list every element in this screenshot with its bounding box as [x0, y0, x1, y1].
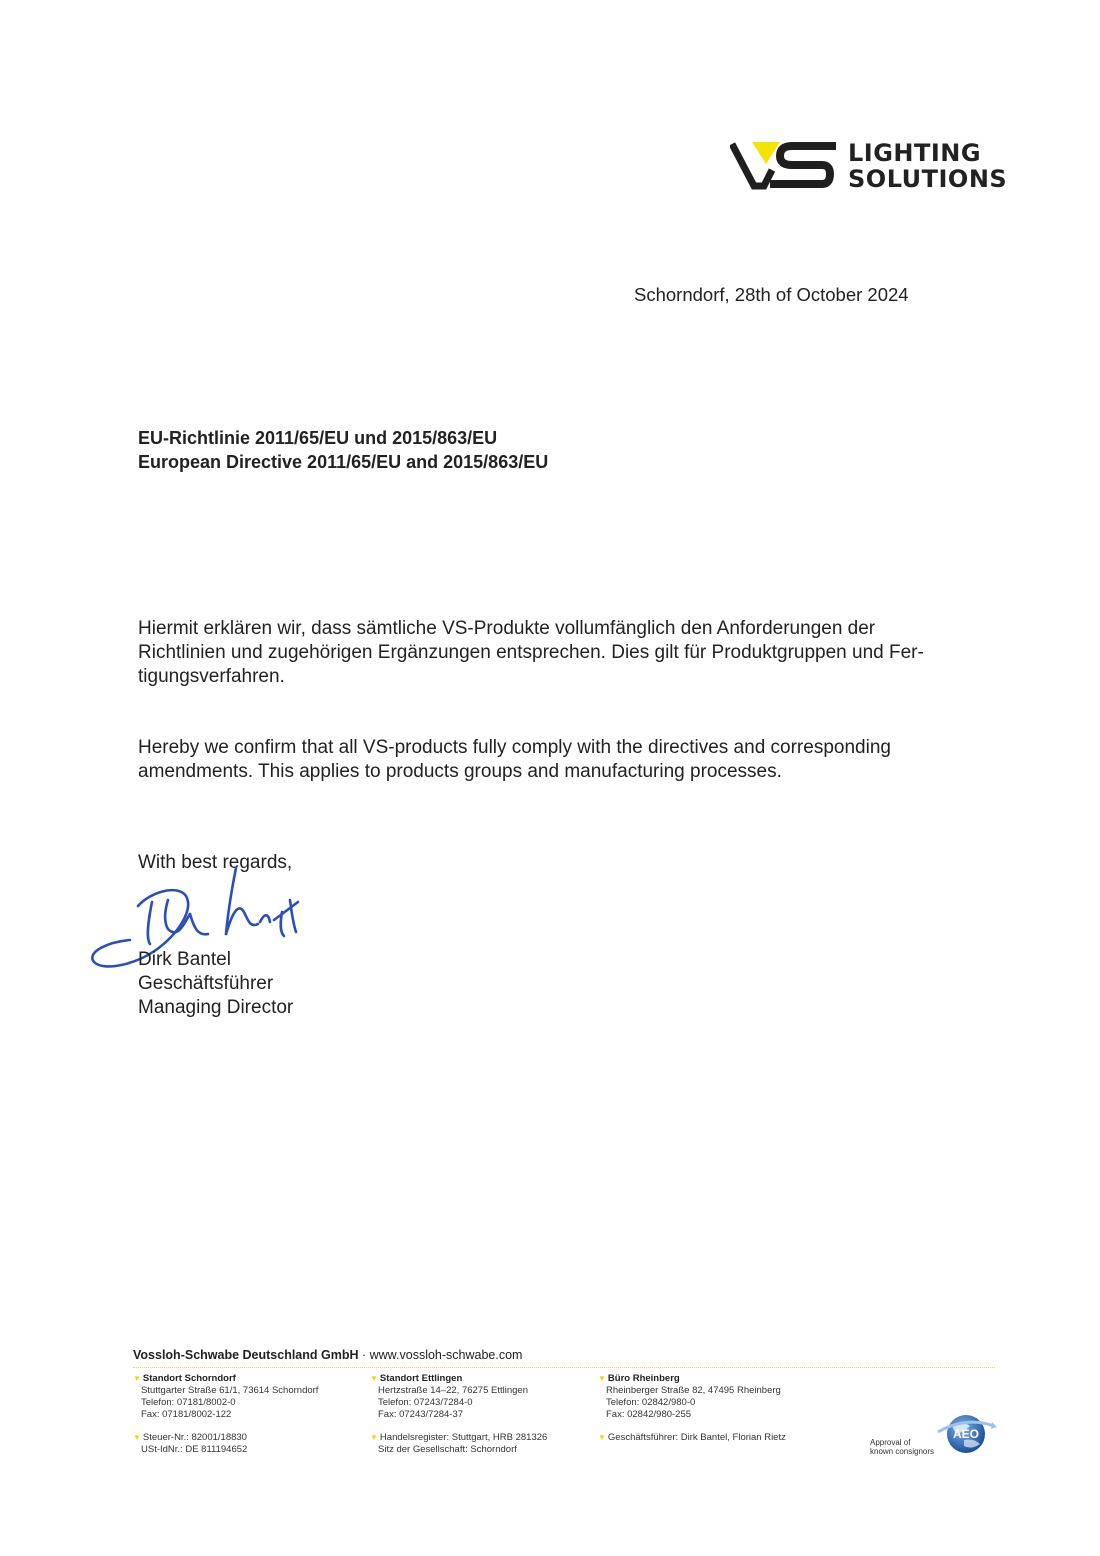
letter-subject: [138, 426, 548, 474]
signer-title-german: Geschäftsführer: [138, 973, 274, 994]
footer-divider: [133, 1367, 995, 1368]
aeo-text-line1: Approval of: [870, 1438, 911, 1447]
yellow-triangle-icon: ▼: [133, 1374, 141, 1383]
footer-vat-id: USt-IdNr.: DE 811194652: [141, 1444, 248, 1455]
logo-text-line2: SOLUTIONS: [848, 165, 1008, 193]
footer-ettlingen-line: Fax: 07243/7284-37: [378, 1409, 464, 1420]
footer-company-name: Vossloh-Schwabe Deutschland GmbH: [133, 1348, 359, 1362]
yellow-triangle-icon: ▼: [370, 1433, 378, 1442]
body-de-line: Hiermit erklären wir, dass sämtliche VS-Produkte vollumfänglich den Anforderungen der: [138, 618, 876, 639]
footer-rheinberg-line: Telefon: 02842/980-0: [606, 1397, 696, 1408]
yellow-triangle-icon: ▼: [133, 1433, 141, 1442]
body-en-line: amendments. This applies to products groups and manufacturing processes.: [138, 761, 782, 782]
footer-ettlingen-line: Hertzstraße 14–22, 76275 Ettlingen: [378, 1385, 528, 1396]
footer-schorndorf: [133, 1373, 318, 1421]
yellow-triangle-icon: ▼: [598, 1374, 606, 1383]
vs-lighting-solutions-logo: [730, 138, 1008, 196]
body-de-line: tigungsverfahren.: [138, 666, 285, 687]
footer-company-line: [133, 1348, 522, 1362]
footer-rheinberg: [598, 1373, 781, 1421]
footer-seat-line: Sitz der Gesellschaft: Schorndorf: [378, 1444, 517, 1455]
body-de-line: Richtlinien und zugehörigen Ergänzungen entsprechen. Dies gilt für Produktgruppen und Fer-: [138, 642, 924, 663]
footer-rheinberg-line: Fax: 02842/980-255: [606, 1409, 692, 1420]
footer-rheinberg-head: Büro Rheinberg: [607, 1373, 680, 1384]
footer-schorndorf-line: Telefon: 07181/8002-0: [141, 1397, 236, 1408]
footer-ettlingen-line: Telefon: 07243/7284-0: [378, 1397, 473, 1408]
footer-tax: [133, 1432, 247, 1456]
signer-title-english: Managing Director: [138, 997, 294, 1018]
footer-rheinberg-line: Rheinberger Straße 82, 47495 Rheinberg: [606, 1385, 781, 1396]
yellow-triangle-icon: ▼: [370, 1374, 378, 1383]
aeo-approval-badge: [866, 1412, 998, 1460]
closing-salutation: With best regards,: [138, 852, 293, 873]
subject-german: EU-Richtlinie 2011/65/EU und 2015/863/EU: [138, 428, 498, 448]
footer-tax-number: Steuer-Nr.: 82001/18830: [142, 1432, 247, 1443]
signer-block: [138, 948, 293, 1020]
footer-ettlingen-head: Standort Ettlingen: [379, 1373, 463, 1384]
footer-ettlingen: [370, 1373, 528, 1421]
footer-schorndorf-line: Fax: 07181/8002-122: [141, 1409, 232, 1420]
letter-date: Schorndorf, 28th of October 2024: [634, 284, 909, 305]
aeo-text-line2: known consignors: [870, 1447, 935, 1456]
footer-register: [370, 1432, 547, 1456]
logo-text-line1: LIGHTING: [848, 139, 982, 167]
body-en-line: Hereby we confirm that all VS-products fully comply with the directives and corresponding: [138, 737, 891, 758]
body-paragraph-english: [138, 736, 1008, 784]
yellow-triangle-icon: ▼: [598, 1433, 606, 1442]
subject-english: European Directive 2011/65/EU and 2015/863/EU: [138, 452, 549, 472]
footer-website: · www.vossloh-schwabe.com: [358, 1348, 523, 1362]
body-paragraph-german: [138, 617, 1008, 689]
footer-schorndorf-head: Standort Schorndorf: [142, 1373, 236, 1384]
footer-management-line: Geschäftsführer: Dirk Bantel, Florian Rietz: [607, 1432, 786, 1443]
footer-management: [598, 1432, 786, 1444]
footer-register-line: Handelsregister: Stuttgart, HRB 281326: [379, 1432, 548, 1443]
vs-logo-mark-icon: [730, 138, 840, 194]
aeo-badge-text: AEO: [952, 1427, 980, 1441]
footer-schorndorf-line: Stuttgarter Straße 61/1, 73614 Schorndorf: [141, 1385, 319, 1396]
signer-name: Dirk Bantel: [138, 949, 231, 970]
